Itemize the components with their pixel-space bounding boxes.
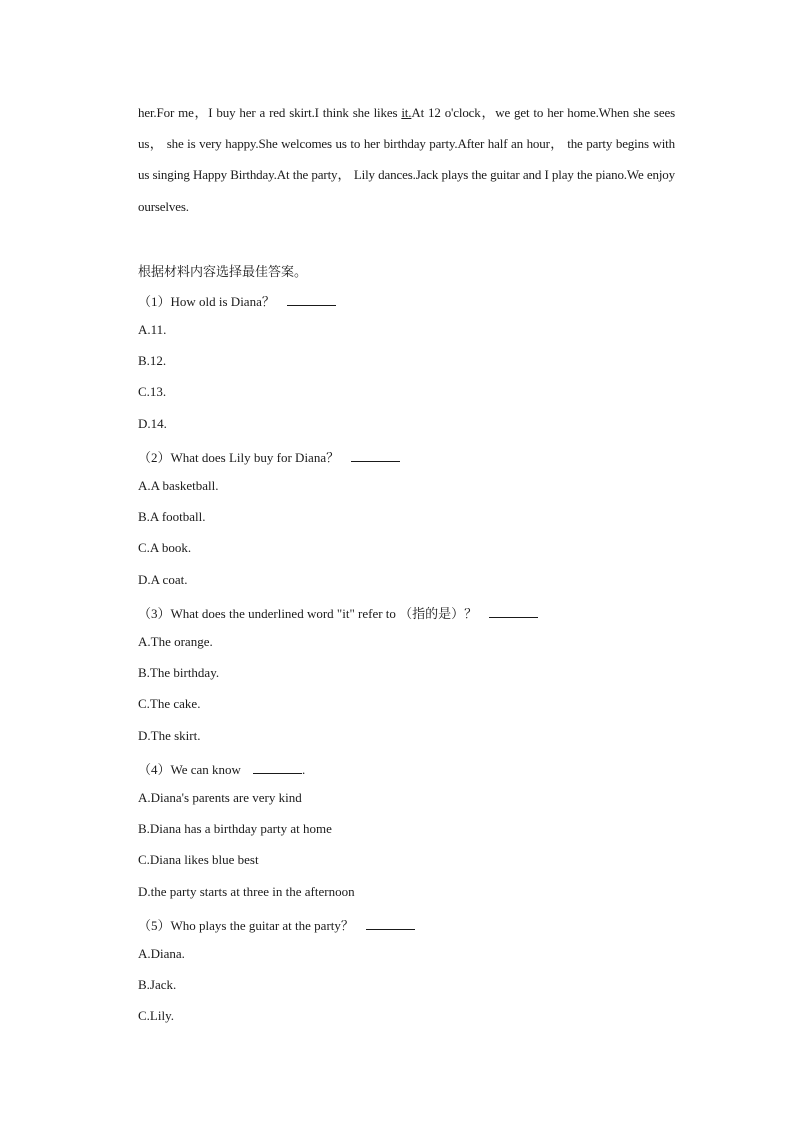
question-5: [138, 915, 415, 934]
option-2c: C.A book.: [138, 540, 192, 555]
question-4: [138, 759, 305, 778]
answer-blank: [253, 763, 302, 774]
option-2b: B.A football.: [138, 509, 206, 524]
option-4c: C.Diana likes blue best: [138, 852, 259, 867]
question-3-stem: （3）What does the underlined word "it" refer to （指的是）？: [138, 606, 478, 621]
option-1c: C.13.: [138, 384, 167, 399]
answer-blank: [351, 451, 400, 462]
option-4b: B.Diana has a birthday party at home: [138, 821, 332, 836]
option-5c: C.Lily.: [138, 1008, 174, 1023]
option-3d: D.The skirt.: [138, 728, 201, 743]
reading-passage: [138, 97, 675, 222]
option-3c: C.The cake.: [138, 696, 201, 711]
question-5-stem: （5）Who plays the guitar at the party？: [138, 918, 354, 933]
option-5a: A.Diana.: [138, 946, 185, 961]
underlined-word-it: it.: [401, 105, 412, 120]
option-4a: A.Diana's parents are very kind: [138, 790, 302, 805]
option-2d: D.A coat.: [138, 572, 188, 587]
option-3b: B.The birthday.: [138, 665, 220, 680]
option-5b: B.Jack.: [138, 977, 177, 992]
passage-text-2: At 12 o'clock，we get to her home.When she sees us， she is very happy.She welcomes us to her birthday party.After half an hour， the party begins with us singing Happy Birthday.At the party， Lily dances.Jack plays the guitar and I play the piano.We enjoy ourselves.: [138, 105, 675, 214]
option-2a: A.A basketball.: [138, 478, 219, 493]
instruction-text: 根据材料内容选择最佳答案。: [138, 265, 308, 280]
question-1: [138, 291, 336, 310]
option-1d: D.14.: [138, 416, 167, 431]
question-1-stem: （1）How old is Diana？: [138, 294, 275, 309]
question-3: [138, 603, 538, 622]
question-2: [138, 447, 400, 466]
option-1a: A.11.: [138, 322, 167, 337]
passage-text-1: her.For me，I buy her a red skirt.I think she likes: [138, 105, 402, 120]
option-1b: B.12.: [138, 353, 167, 368]
question-4-stem: （4）We can know: [138, 762, 241, 777]
option-3a: A.The orange.: [138, 634, 213, 649]
answer-blank: [287, 295, 336, 306]
option-4d: D.the party starts at three in the afternoon: [138, 884, 355, 899]
question-4-suffix: .: [301, 762, 306, 777]
question-2-stem: （2）What does Lily buy for Diana？: [138, 450, 340, 465]
answer-blank: [366, 919, 415, 930]
answer-blank: [489, 607, 538, 618]
